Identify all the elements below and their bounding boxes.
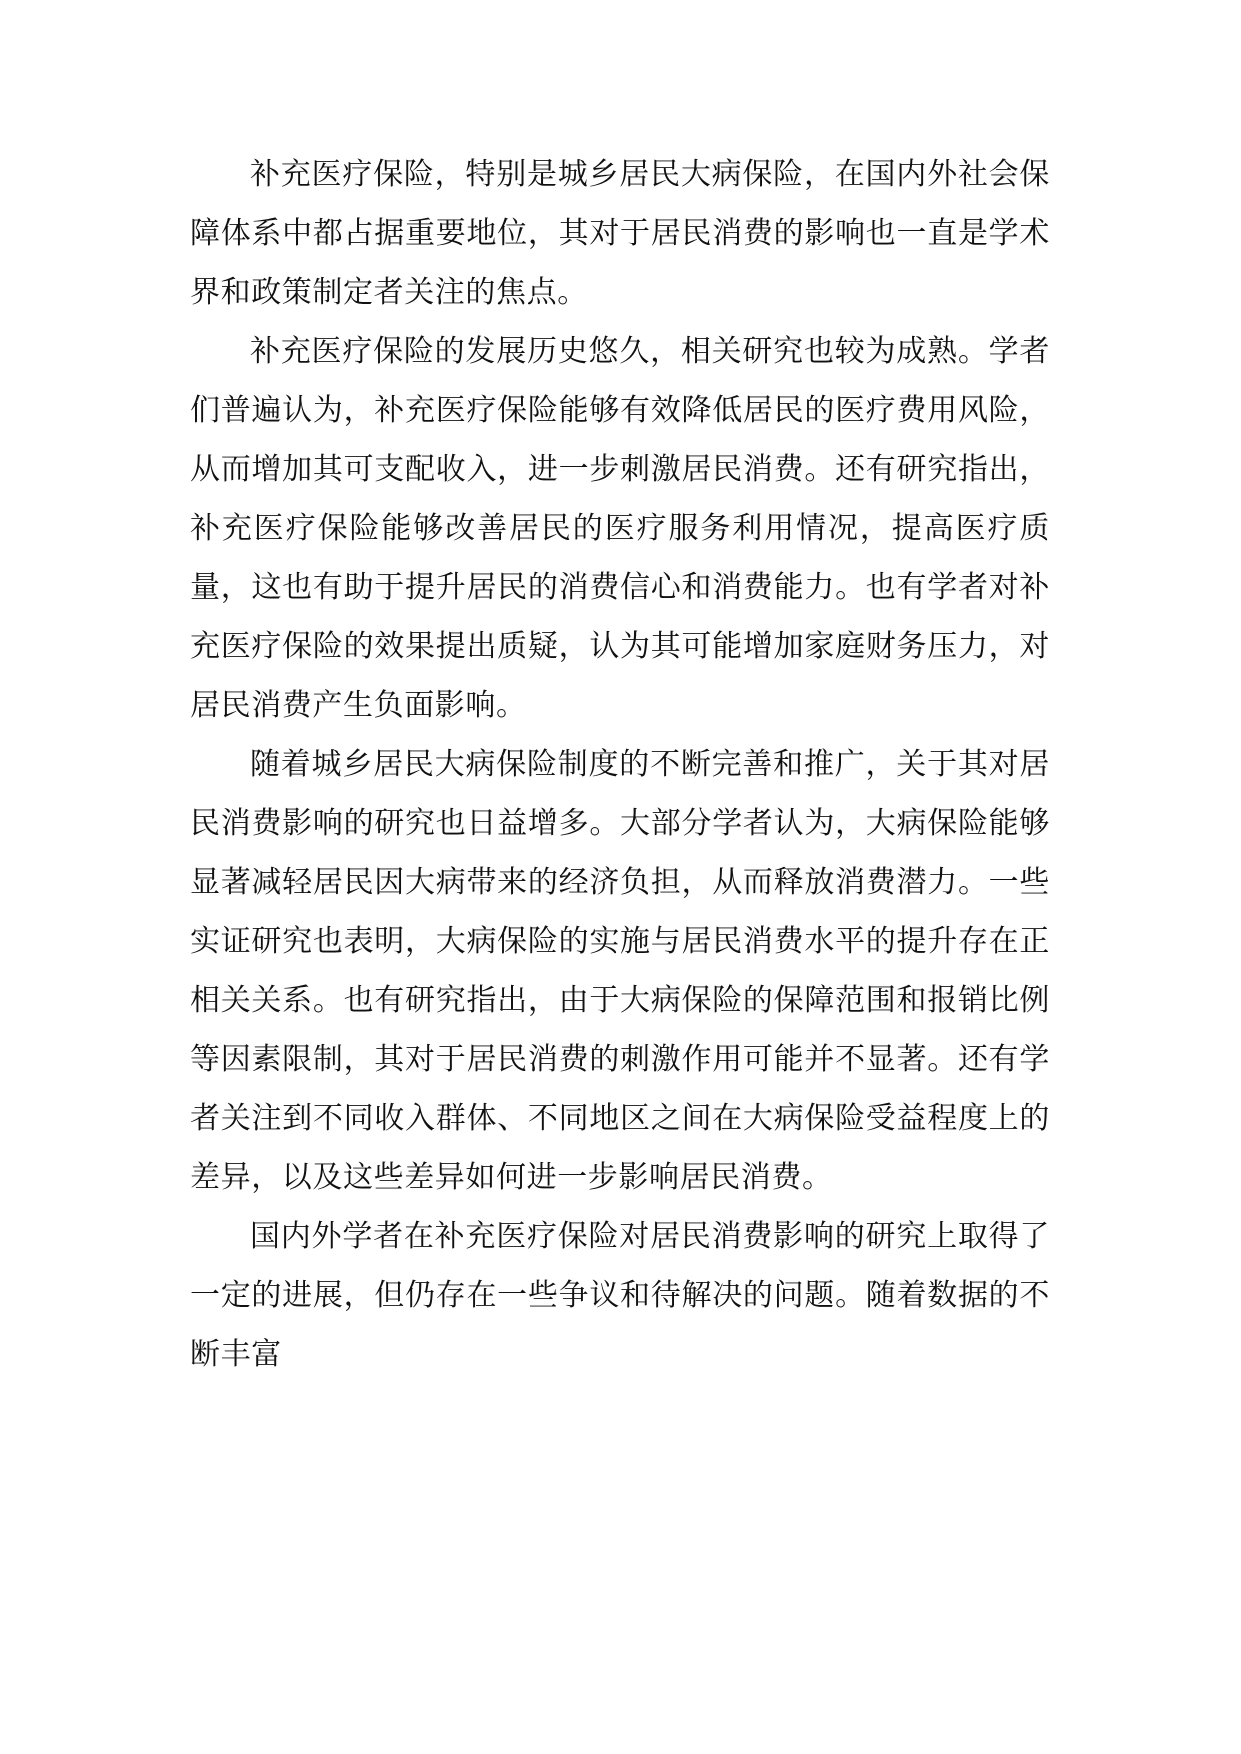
paragraph-2: 补充医疗保险的发展历史悠久，相关研究也较为成熟。学者们普遍认为，补充医疗保险能够有效降低居民的医疗费用风险，从而增加其可支配收入，进一步刺激居民消费。还有研究指出，补充医疗保险能够改善居民的医疗服务利用情况，提高医疗质量，这也有助于提升居民的消费信心和消费能力。也有学者对补充医疗保险的效果提出质疑，认为其可能增加家庭财务压力，对居民消费产生负面影响。 [190, 334, 1050, 723]
paragraph-1: 补充医疗保险，特别是城乡居民大病保险，在国内外社会保障体系中都占据重要地位，其对于居民消费的影响也一直是学术界和政策制定者关注的焦点。 [190, 157, 1050, 310]
document-body [190, 145, 1050, 1384]
paragraph-3: 随着城乡居民大病保险制度的不断完善和推广，关于其对居民消费影响的研究也日益增多。大部分学者认为，大病保险能够显著减轻居民因大病带来的经济负担，从而释放消费潜力。一些实证研究也表明，大病保险的实施与居民消费水平的提升存在正相关关系。也有研究指出，由于大病保险的保障范围和报销比例等因素限制，其对于居民消费的刺激作用可能并不显著。还有学者关注到不同收入群体、不同地区之间在大病保险受益程度上的差异，以及这些差异如何进一步影响居民消费。 [190, 747, 1050, 1195]
paragraph-4: 国内外学者在补充医疗保险对居民消费影响的研究上取得了一定的进展，但仍存在一些争议和待解决的问题。随着数据的不断丰富 [190, 1219, 1050, 1372]
